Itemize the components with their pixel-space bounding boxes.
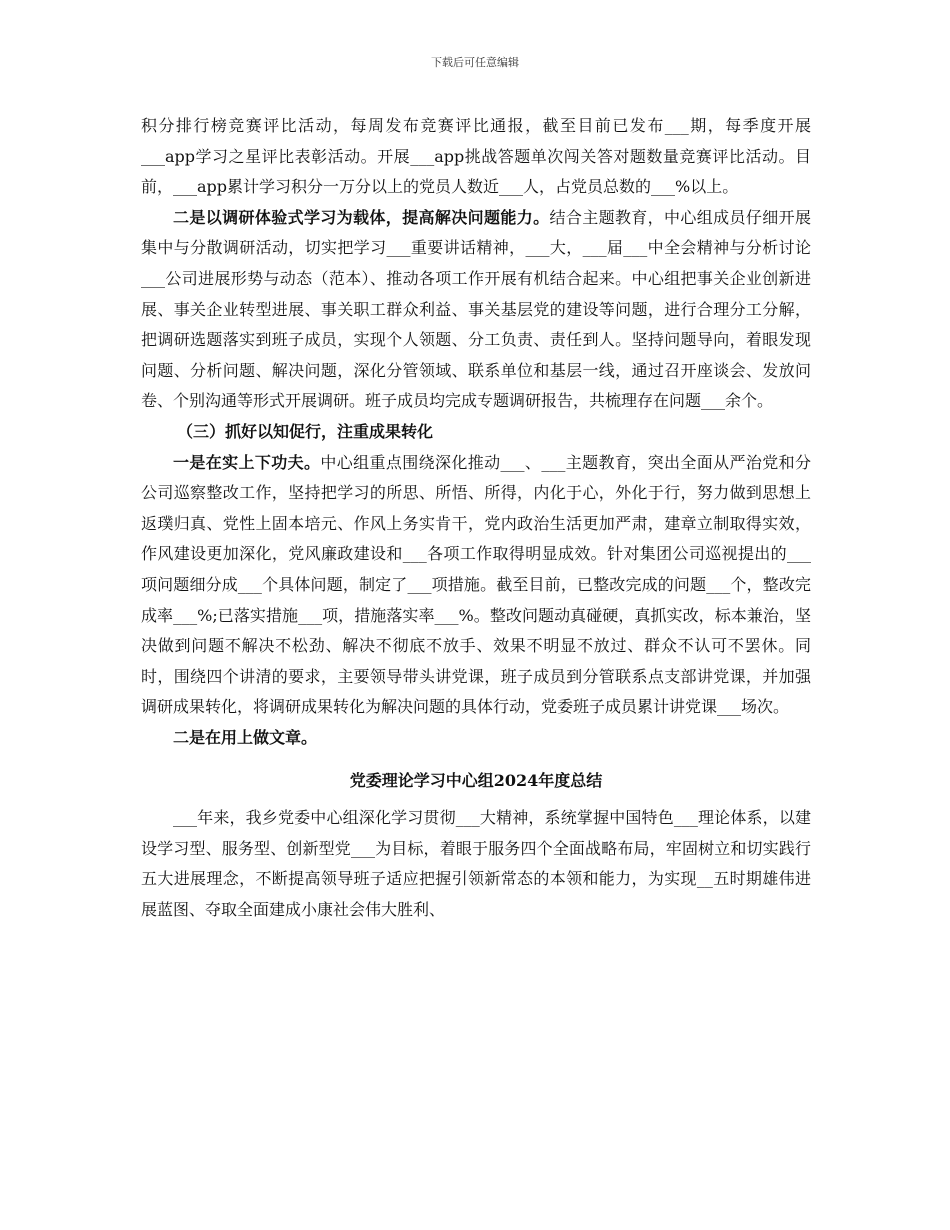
document-title: 党委理论学习中心组2024年度总结: [349, 771, 603, 791]
paragraph-body: 中心组重点围绕深化推动___、___主题教育，突出全面从严治党和分公司巡察整改工作，坚持把学习的所思、所悟、所得，内化于心，外化于行，努力做到思想上返璞归真、党性上固本培元、作风上务实肯干，党内政治生活更加严肃，建章立制取得实效，作风建设更加深化，党风廉政建设和___各项工作取得明显成效。针对集团公司巡视提出的___项问题细分成___个具体问题，制定了___项措施。截至目前，已整改完成的问题___个，整改完成率___%;已落实措施___项，措施落实率___%。整改问题动真碰硬，真抓实改，标本兼治，坚决做到问题不解决不松劲、解决不彻底不放手、效果不明显不放过、群众不认可不罢休。同时，围绕四个讲清的要求，主要领导带头讲党课，班子成员到分管联系点支部讲党课，并加强调研成果转化，将调研成果转化为解决问题的具体行动，党委班子成员累计讲党课___场次。: [141, 452, 811, 717]
paragraph-application: [141, 723, 811, 754]
section-heading: （三）抓好以知促行，注重成果转化: [177, 421, 434, 441]
page-header: 下载后可任意编辑: [431, 56, 519, 69]
document-body: [141, 111, 811, 925]
paragraph-lead-bold: 一是在实上下功夫。: [173, 452, 321, 472]
paragraph-research-study: [141, 203, 811, 417]
paragraph-continuation: 积分排行榜竞赛评比活动，每周发布竞赛评比通报，截至目前已发布___期，每季度开展___app学习之星评比表彰活动。开展___app挑战答题单次闯关答对题数量竞赛评比活动。目前，___app累计学习积分一万分以上的党员人数近___人，占党员总数的___%以上。: [141, 116, 811, 197]
paragraph-body: 结合主题教育，中心组成员仔细开展集中与分散调研活动，切实把学习___重要讲话精神，___大，___届___中全会精神与分析讨论___公司进展形势与动态（范本）、推动各项工作开展有机结合起来。中心组把事关企业创新进展、事关企业转型进展、事关职工群众利益、事关基层党的建设等问题，进行合理分工分解，把调研选题落实到班子成员，实现个人领题、分工负责、责任到人。坚持问题导向，着眼发现问题、分析问题、解决问题，深化分管领域、联系单位和基层一线，通过召开座谈会、发放问卷、个别沟通等形式开展调研。班子成员均完成专题调研报告，共梳理存在问题___余个。: [141, 207, 811, 411]
paragraph-practice: [141, 448, 811, 723]
paragraph-lead-bold: 二是以调研体验式学习为载体，提高解决问题能力。: [173, 207, 550, 227]
paragraph-summary-intro: ___年来，我乡党委中心组深化学习贯彻___大精神，系统掌握中国特色___理论体系，以建设学习型、服务型、创新型党___为目标，着眼于服务四个全面战略布局，牢固树立和切实践行五大进展理念，不断提高领导班子适应把握引领新常态的本领和能力，为实现__五时期雄伟进展蓝图、夺取全面建成小康社会伟大胜利、: [141, 808, 811, 919]
paragraph-lead-bold: 二是在用上做文章。: [173, 727, 318, 747]
